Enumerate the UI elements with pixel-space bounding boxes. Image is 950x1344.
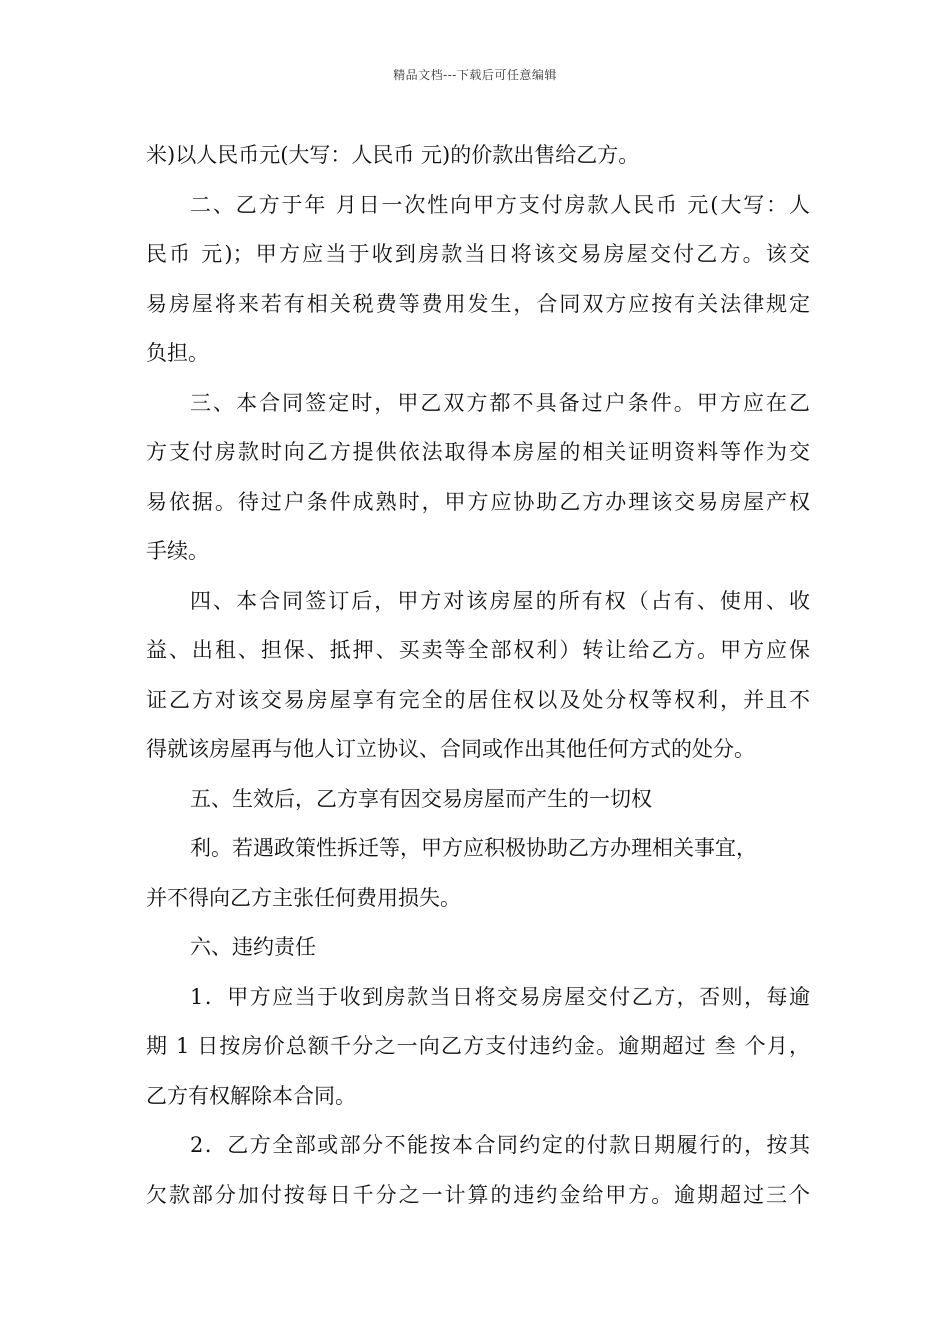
text-line: 欠款部分加付按每日千分之一计算的违约金给甲方。逾期超过三个	[146, 1182, 810, 1207]
clause-2-line: 二、乙方于年 月日一次性向甲方支付房款人民币 元(大写：人	[190, 192, 810, 217]
clause-6-heading: 六、违约责任	[190, 935, 316, 959]
text-line: 期 1 日按房价总额千分之一向乙方支付违约金。逾期超过 叁 个月，	[146, 1034, 810, 1058]
text-line: 并不得向乙方主张任何费用损失。	[146, 885, 461, 910]
clause-6-2-line: 2．乙方全部或部分不能按本合同约定的付款日期履行的，按其	[190, 1133, 810, 1157]
text-line: 益、出租、担保、抵押、买卖等全部权利）转让给乙方。甲方应保	[146, 638, 810, 662]
text-line: 民币 元)；甲方应当于收到房款当日将该交易房屋交付乙方。该交	[146, 242, 810, 266]
clause-5-line: 五、生效后，乙方享有因交易房屋而产生的一切权	[190, 786, 652, 811]
document-body	[146, 131, 810, 1220]
clause-6-1-line: 1．甲方应当于收到房款当日将交易房屋交付乙方，否则，每逾	[190, 984, 810, 1009]
clause-4-line: 四、本合同签订后，甲方对该房屋的所有权（占有、使用、收	[190, 588, 810, 613]
text-line: 易房屋将来若有相关税费等费用发生，合同双方应按有关法律规定	[146, 291, 810, 316]
text-line: 手续。	[146, 539, 209, 563]
text-line: 证乙方对该交易房屋享有完全的居住权以及处分权等权利，并且不	[146, 687, 810, 712]
page-header: 精品文档---下载后可任意编辑	[393, 68, 557, 82]
text-line: 易依据。待过户条件成熟时，甲方应协助乙方办理该交易房屋产权	[146, 489, 810, 514]
text-line: 负担。	[146, 341, 209, 365]
text-line: 利。若遇政策性拆迁等，甲方应积极协助乙方办理相关事宜，	[190, 836, 757, 860]
text-line: 得就该房屋再与他人订立协议、合同或作出其他任何方式的处分。	[146, 737, 755, 761]
clause-3-line: 三、本合同签定时，甲乙双方都不具备过户条件。甲方应在乙	[190, 390, 810, 415]
text-line: 米)以人民币元(大写：人民币 元)的价款出售给乙方。	[146, 143, 640, 167]
text-line: 乙方有权解除本合同。	[146, 1083, 356, 1108]
text-line: 方支付房款时向乙方提供依法取得本房屋的相关证明资料等作为交	[146, 440, 810, 464]
